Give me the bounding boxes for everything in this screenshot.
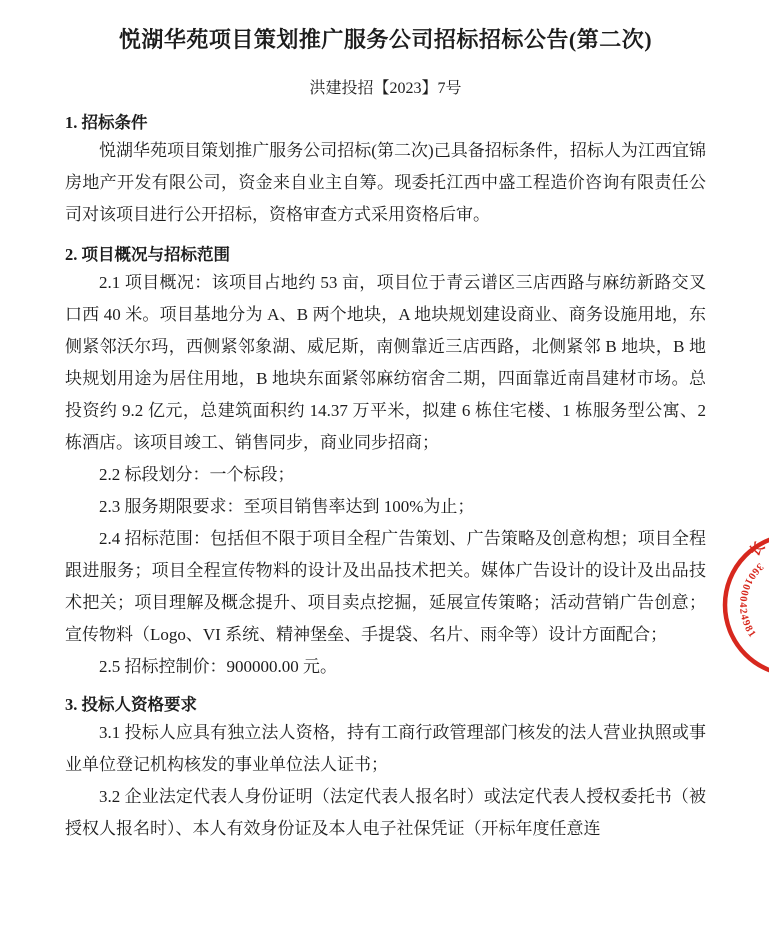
seal-number: 3601000424981 xyxy=(736,560,766,641)
paragraph-project-overview: 2.1 项目概况：该项目占地约 53 亩，项目位于青云谱区三店西路与麻纺新路交叉口西 40 米。项目基地分为 A、B 两个地块，A 地块规划建设商业、商务设施用地，东侧紧邻沃尔玛，西侧紧邻象湖、威尼斯，南侧靠近三店西路，北侧紧邻 B 地块，B 地块规划用途为居住用地，B 地块东面紧邻麻纺宿舍二期，四面靠近南昌建材市场。总投资约 9.2 亿元，总建筑面积约 14.37 万平米，拟建 6 栋住宅楼、1 栋服务型公寓、2 栋酒店。该项目竣工、销售同步，商业同步招商； xyxy=(65,273,706,452)
document-title: 悦湖华苑项目策划推广服务公司招标招标公告(第二次) xyxy=(118,27,653,52)
seal-number-text xyxy=(737,561,765,641)
document-number: 洪建投招【2023】7号 xyxy=(309,80,462,97)
paragraph-service-period: 2.3 服务期限要求：至项目销售率达到 100%为止； xyxy=(99,497,475,516)
section-heading-tender-conditions: 1. 招标条件 xyxy=(65,113,148,132)
paragraph-bid-sections: 2.2 标段划分：一个标段； xyxy=(99,465,295,484)
paragraph-control-price: 2.5 招标控制价：900000.00 元。 xyxy=(99,657,337,676)
paragraph-tender-scope: 2.4 招标范围：包括但不限于项目全程广告策划、广告策略及创意构想；项目全程跟进服务；项目全程宣传物料的设计及出品技术把关。媒体广告设计的设计及出品技术把关；项目理解及概念提升、项目卖点挖掘，延展宣传策略；活动营销广告创意；宣传物料（Logo、VI 系统、精神堡垒、手提袋、名片、雨伞等）设计方面配合； xyxy=(65,529,706,644)
official-seal xyxy=(690,515,769,700)
paragraph-tender-conditions: 悦湖华苑项目策划推广服务公司招标(第二次)己具备招标条件，招标人为江西宜锦房地产开发有限公司，资金来自业主自筹。现委托江西中盛工程造价咨询有限责任公司对该项目进行公开招标，资格审查方式采用资格后审。 xyxy=(65,141,706,224)
section-heading-project-overview: 2. 项目概况与招标范围 xyxy=(65,245,230,264)
paragraph-qualification-representative: 3.2 企业法定代表人身份证明（法定代表人报名时）或法定代表人授权委托书（被授权人报名时）、本人有效身份证及本人电子社保凭证（开标年度任意连 xyxy=(65,787,706,838)
seal-partial-glyph-icon: 长 xyxy=(747,539,769,560)
document-body xyxy=(65,0,706,845)
paragraph-qualification-legal-entity: 3.1 投标人应具有独立法人资格，持有工商行政管理部门核发的法人营业执照或事业单位登记机构核发的事业单位法人证书； xyxy=(65,723,706,774)
section-heading-bidder-qualifications: 3. 投标人资格要求 xyxy=(65,695,197,714)
